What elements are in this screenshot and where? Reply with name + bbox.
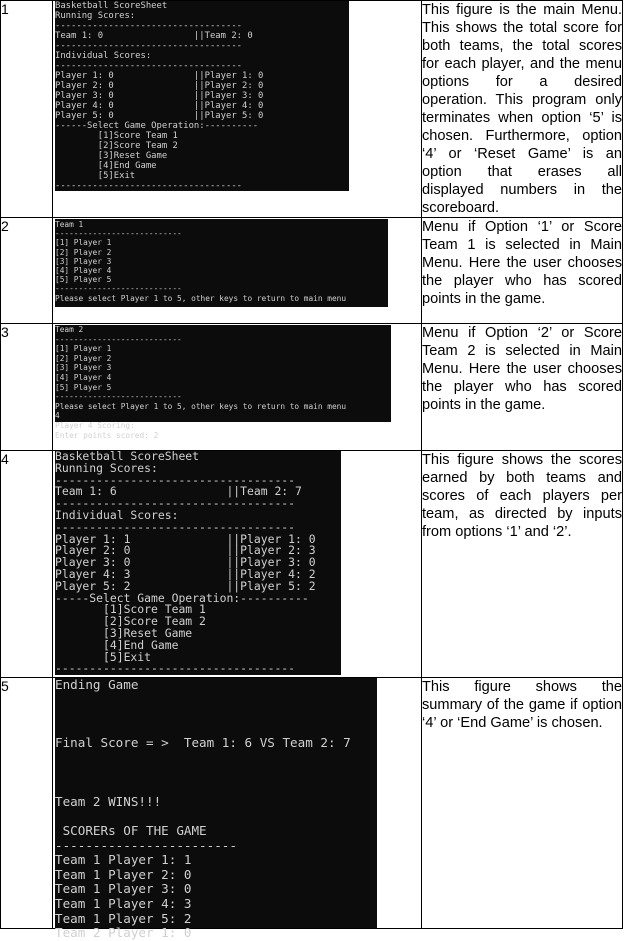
description-text: This figure shows the scores earned by both teams and scores of each players per team, as directed by inputs from options ‘1’ and ‘2’. [422, 451, 623, 678]
terminal-line: Running Scores: [55, 11, 136, 21]
terminal-line: Player 4: 0 ||Player 4: 0 [55, 101, 264, 111]
row-number: 5 [1, 678, 53, 929]
row-number: 1 [1, 1, 53, 218]
terminal-line: Player 2: 0 ||Player 2: 3 [55, 543, 316, 558]
terminal-line: [3] Player 3 [55, 363, 112, 373]
terminal-line: ----------------------------------- [55, 21, 243, 31]
terminal-line: [2] Player 2 [55, 353, 112, 363]
terminal-line: Player 5: 0 ||Player 5: 0 [55, 111, 264, 121]
terminal-line [55, 780, 377, 795]
terminal-team2-menu [55, 325, 391, 440]
terminal-line: Please select Player 1 to 5, other keys to return to main menu [55, 401, 347, 411]
terminal-line: Team 2 WINS!!! [55, 793, 162, 809]
terminal-line: Player 2: 0 ||Player 2: 0 [55, 81, 264, 91]
terminal-end-game [55, 677, 377, 941]
screenshot-cell [53, 218, 422, 324]
terminal-line [55, 751, 377, 766]
description-text: Menu if Option ‘1’ or Score Team 1 is selected in Main Menu. Here the user chooses the player who has scored points in the game. [422, 218, 623, 324]
terminal-line: Final Score = > Team 1: 6 VS Team 2: 7 [55, 735, 351, 751]
terminal-line: Running Scores: [55, 460, 158, 475]
terminal-line: Individual Scores: [55, 507, 179, 522]
terminal-line: Team 2 Player 1: 0 [55, 925, 192, 941]
terminal-line: Player 4 Scoring: [55, 420, 135, 430]
terminal-line: [1]Score Team 1 [55, 131, 178, 141]
terminal-line: [4] Player 4 [55, 372, 112, 382]
terminal-line: --------------------------- [55, 229, 182, 239]
terminal-line: [5]Exit [55, 171, 136, 181]
terminal-line: Player 1: 1 ||Player 1: 0 [55, 531, 316, 546]
terminal-line: Team 1 [55, 220, 84, 229]
terminal-line: Team 1 Player 4: 3 [55, 895, 192, 911]
terminal-team1-menu [55, 219, 388, 307]
terminal-line [55, 707, 377, 722]
terminal-line: Team 1: 0 ||Team 2: 0 [55, 31, 253, 41]
terminal-main-menu [55, 1, 349, 191]
terminal-line: [4]End Game [55, 637, 179, 652]
terminal-line: Player 1: 0 ||Player 1: 0 [55, 71, 264, 81]
terminal-line: ----------------------------------- [55, 181, 243, 191]
terminal-line: [5] Player 5 [55, 275, 112, 285]
terminal-line: Team 1 Player 1: 1 [55, 852, 192, 868]
terminal-line: Team 1 Player 3: 0 [55, 881, 192, 897]
description-text: Menu if Option ‘2’ or Score Team 2 is selected in Main Menu. Here the user chooses the player who has scored points in the game. [422, 324, 623, 451]
description-text: This figure is the main Menu. This shows the total score for both teams, the total scores for each player, and the menu options for a desired operation. This program only terminates when option ‘5’ is chosen. Furthermore, option ‘4’ or ‘Reset Game’ is an option that erases all displayed numbers in the scoreboard. [422, 2, 622, 216]
terminal-line: 4 [55, 411, 60, 421]
terminal-line: [1] Player 1 [55, 238, 112, 248]
terminal-line: ----------------------------------- [55, 519, 296, 534]
row-number: 3 [1, 324, 53, 451]
terminal-line [55, 722, 377, 737]
terminal-line: [4] Player 4 [55, 266, 112, 276]
table-row [1, 1, 623, 218]
terminal-line: Player 3: 0 ||Player 3: 0 [55, 555, 316, 570]
row-number: 2 [1, 218, 53, 324]
terminal-line: ----------------------------------- [55, 472, 296, 487]
terminal-line: SCORERs OF THE GAME [55, 822, 207, 838]
terminal-line [55, 809, 377, 824]
table-row [1, 678, 623, 929]
terminal-scores [55, 451, 341, 675]
terminal-line: Please select Player 1 to 5, other keys to return to main menu [55, 293, 347, 303]
terminal-line: Individual Scores: [55, 51, 152, 61]
screenshot-cell [53, 677, 422, 941]
terminal-line [55, 693, 377, 708]
terminal-line: ----------------------------------- [55, 496, 296, 511]
screenshot-cell [53, 451, 422, 678]
row-number: 4 [1, 451, 53, 678]
terminal-line: --------------------------- [55, 392, 182, 402]
terminal-line: ----------------------------------- [55, 41, 243, 51]
terminal-line: Enter points scored: 2 [55, 430, 159, 440]
terminal-line: [3] Player 3 [55, 256, 112, 266]
terminal-line: --------------------------- [55, 284, 182, 294]
terminal-line: Ending Game [55, 677, 139, 692]
terminal-line: [2]Score Team 2 [55, 614, 206, 629]
terminal-line: ------Select Game Operation:---------- [55, 121, 259, 131]
terminal-line: Team 1: 6 ||Team 2: 7 [55, 484, 302, 499]
terminal-line: [1]Score Team 1 [55, 602, 206, 617]
terminal-line: Player 4: 3 ||Player 4: 2 [55, 566, 316, 581]
screenshot-cell [53, 1, 422, 218]
terminal-line: [2]Score Team 2 [55, 141, 178, 151]
terminal-line: --------------------------- [55, 334, 182, 344]
terminal-line: Team 2 [55, 325, 84, 334]
table-row [1, 218, 623, 324]
terminal-line: Basketball ScoreSheet [55, 1, 168, 11]
terminal-line: ----------------------------------- [55, 61, 243, 71]
terminal-line: [2] Player 2 [55, 247, 112, 257]
terminal-line [55, 766, 377, 781]
terminal-line: Team 1 Player 2: 0 [55, 866, 192, 882]
table-row [1, 451, 623, 678]
terminal-line: ----------------------------------- [55, 661, 296, 676]
terminal-line: Player 5: 2 ||Player 5: 2 [55, 578, 316, 593]
terminal-line: ------------------------ [55, 837, 237, 853]
terminal-line: Basketball ScoreSheet [55, 449, 200, 463]
terminal-line: [1] Player 1 [55, 344, 112, 354]
terminal-line: Player 3: 0 ||Player 3: 0 [55, 91, 264, 101]
terminal-line: [4]End Game [55, 161, 157, 171]
table-row [1, 324, 623, 451]
screenshot-cell [53, 324, 422, 451]
terminal-line: [5] Player 5 [55, 382, 112, 392]
description-text: This figure shows the summary of the game if option ‘4’ or ‘End Game’ is chosen. [422, 678, 623, 929]
terminal-line: [3]Reset Game [55, 151, 168, 161]
terminal-line: [3]Reset Game [55, 625, 193, 640]
terminal-line: -----Select Game Operation:---------- [55, 590, 309, 605]
terminal-line: Team 1 Player 5: 2 [55, 910, 192, 926]
terminal-line: [5]Exit [55, 649, 152, 664]
